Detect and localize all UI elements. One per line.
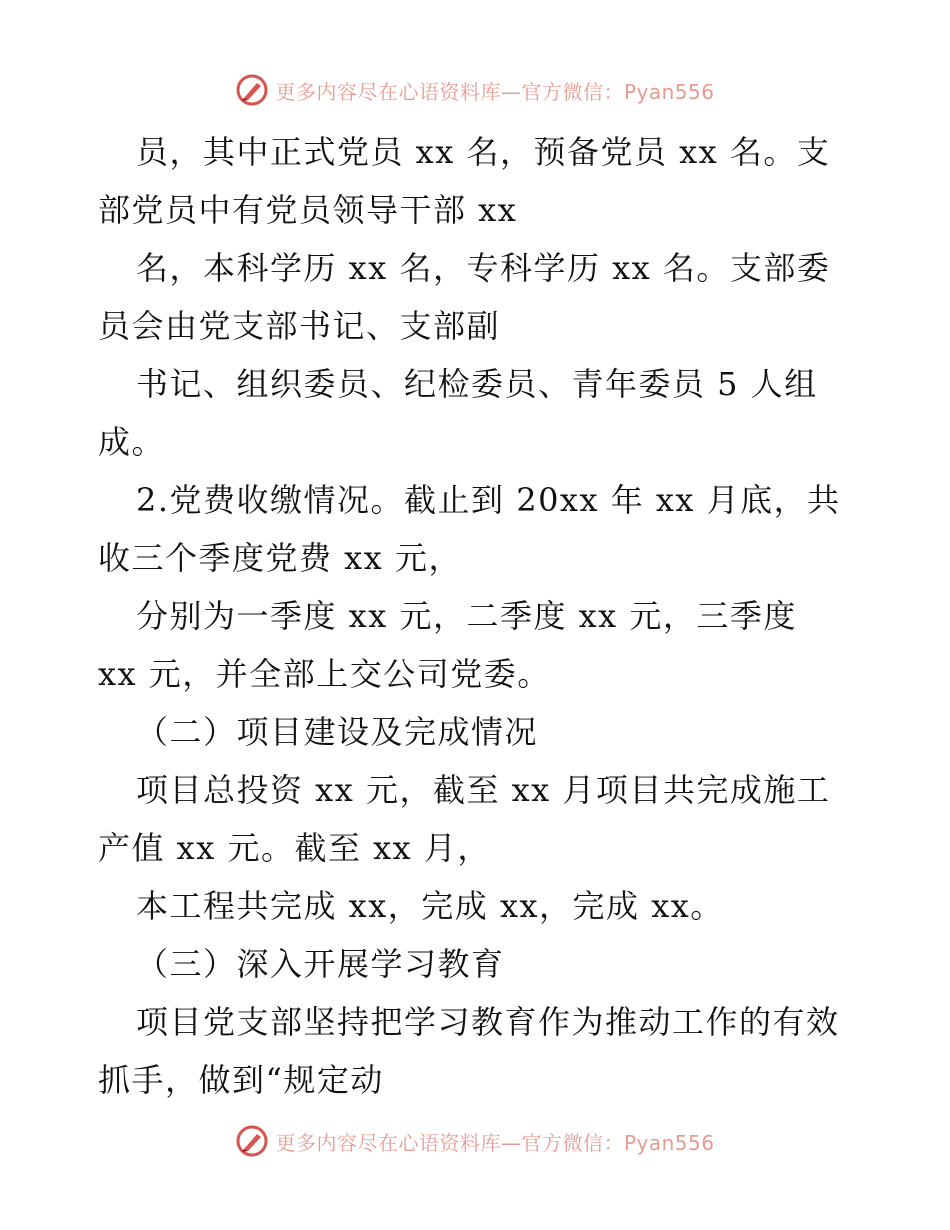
section-heading: （三）深入开展学习教育 [136,945,505,983]
body-line: 抓手，做到“规定动 [98,1061,384,1099]
body-line: 书记、组织委员、纪检委员、青年委员 5 人组 [136,365,818,403]
body-line: 部党员中有党员领导干部 xx [98,191,518,229]
document-body [98,123,858,1109]
watermark-text: 更多内容尽在心语资料库—官方微信：Pyan556 [275,1130,715,1155]
body-line: 成。 [98,423,166,461]
pen-logo-icon [235,73,269,107]
body-line: 分别为一季度 xx 元，二季度 xx 元，三季度 [136,597,797,635]
body-line: 收三个季度党费 xx 元， [98,539,462,577]
body-line: 项目党支部坚持把学习教育作为推动工作的有效 [136,1003,840,1041]
watermark-text: 更多内容尽在心语资料库—官方微信：Pyan556 [275,79,715,104]
body-line: 本工程共完成 xx，完成 xx，完成 xx。 [136,887,724,925]
header-watermark [0,72,950,108]
body-line: 员会由党支部书记、支部副 [98,307,501,345]
body-line: 员，其中正式党员 xx 名，预备党员 xx 名。支 [136,133,831,171]
pen-logo-icon [235,1124,269,1158]
body-line: xx 元，并全部上交公司党委。 [98,655,551,693]
body-line: 2.党费收缴情况。截止到 20xx 年 xx 月底，共 [136,481,841,519]
section-heading: （二）项目建设及完成情况 [136,713,539,751]
body-line: 名，本科学历 xx 名，专科学历 xx 名。支部委 [136,249,831,287]
body-line: 项目总投资 xx 元，截至 xx 月项目共完成施工 [136,771,831,809]
footer-watermark [0,1123,950,1159]
body-line: 产值 xx 元。截至 xx 月， [98,829,491,867]
